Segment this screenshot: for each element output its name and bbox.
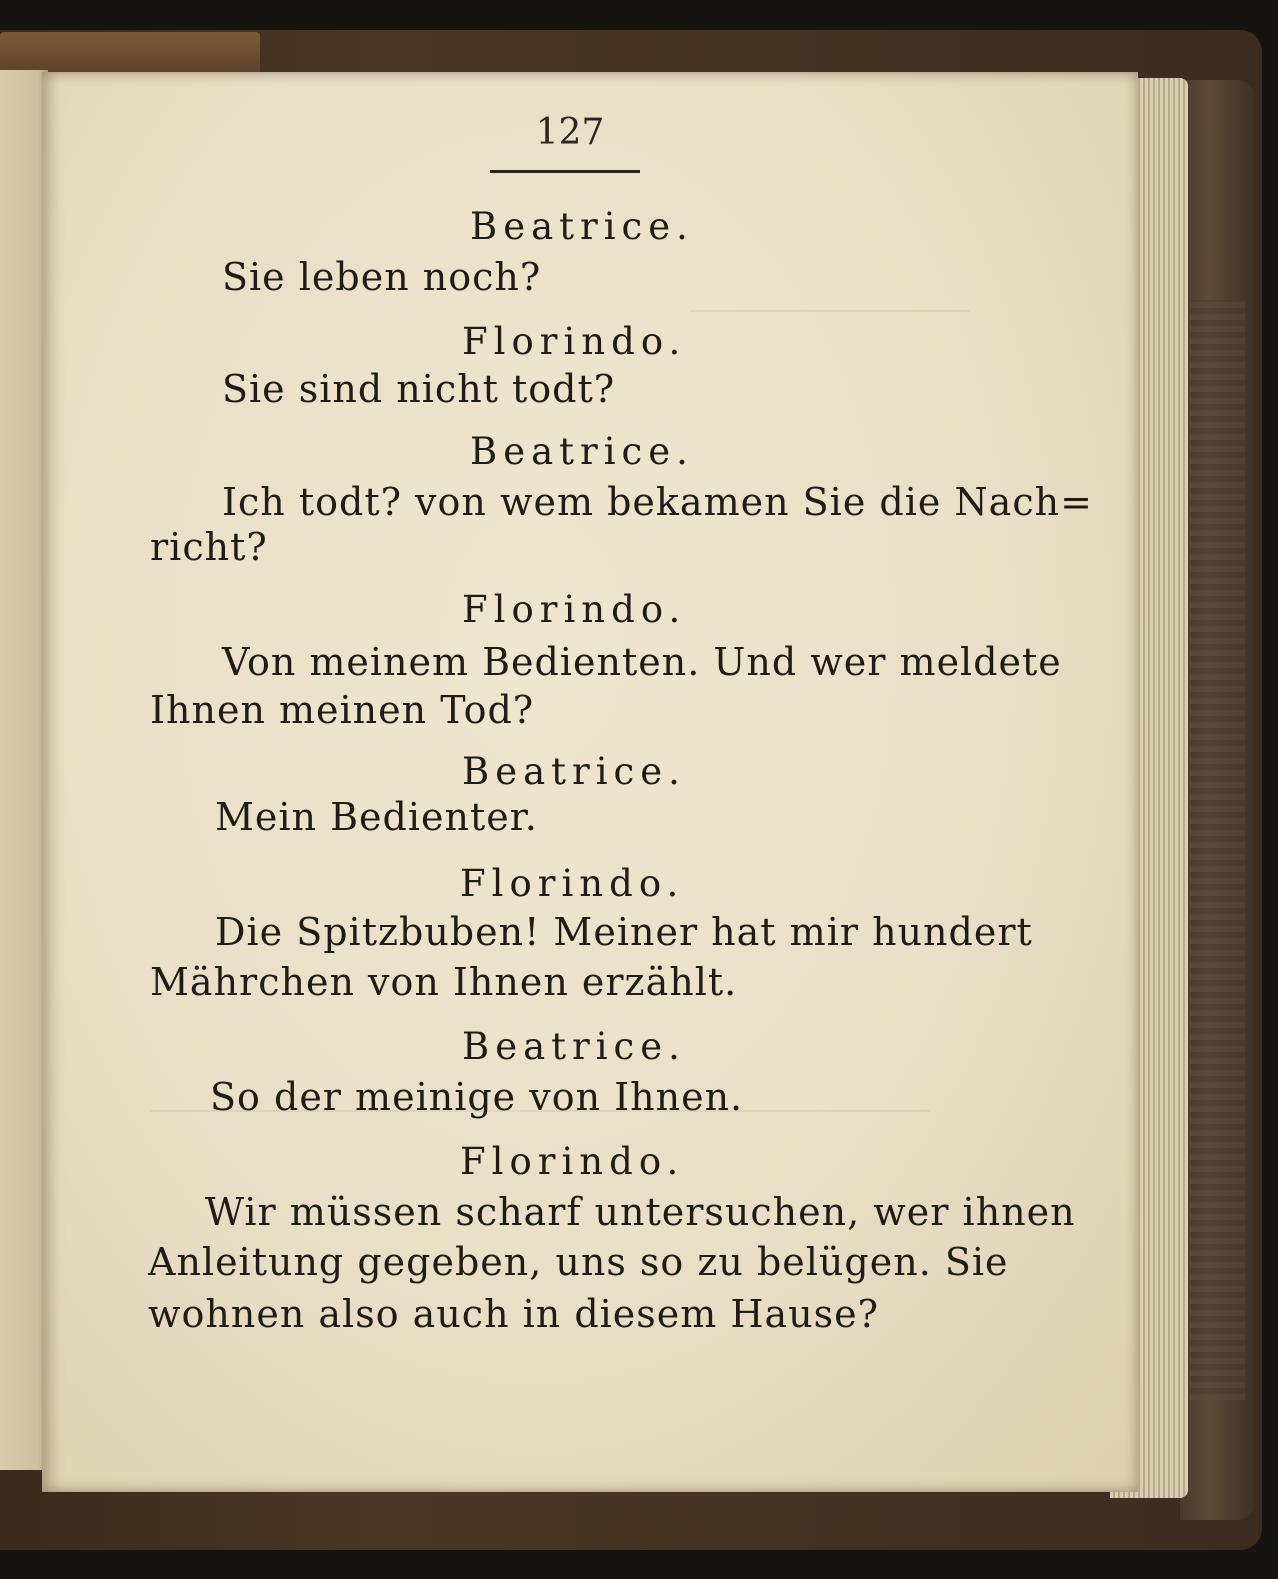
dialogue-line: Mährchen von Ihnen erzählt. (150, 960, 738, 1004)
dialogue-line: So der meinige von Ihnen. (210, 1075, 744, 1119)
left-page-edge (0, 70, 48, 1470)
dialogue-line: Die Spitzbuben! Meiner hat mir hundert (215, 910, 1033, 954)
page-number: 127 (535, 112, 605, 153)
dialogue-line: Sie sind nicht todt? (222, 367, 616, 411)
speaker-name: Beatrice. (470, 430, 694, 473)
dialogue-line: richt? (150, 525, 268, 569)
speaker-name: Florindo. (462, 320, 687, 363)
speaker-name: Florindo. (460, 862, 685, 905)
dialogue-line: Mein Bedienter. (215, 795, 538, 839)
speaker-name: Beatrice. (470, 205, 694, 248)
header-rule (490, 170, 640, 173)
dialogue-line: wohnen also auch in diesem Hause? (148, 1292, 880, 1336)
speaker-name: Florindo. (460, 1140, 685, 1183)
dialogue-line: Von meinem Bedienten. Und wer meldete (222, 640, 1062, 684)
dialogue-line: Anleitung gegeben, uns so zu belügen. Sie (148, 1240, 1009, 1284)
dialogue-line: Wir müssen scharf untersuchen, wer ihnen (205, 1190, 1076, 1234)
show-through-shadow (690, 270, 970, 312)
speaker-name: Florindo. (462, 588, 687, 631)
book-cover-edge (1180, 80, 1255, 1520)
speaker-name: Beatrice. (462, 1025, 686, 1068)
dialogue-line: Ihnen meinen Tod? (150, 688, 535, 732)
dialogue-line: Sie leben noch? (222, 255, 542, 299)
speaker-name: Beatrice. (462, 750, 686, 793)
dialogue-line: Ich todt? von wem bekamen Sie die Nach= (222, 480, 1093, 524)
